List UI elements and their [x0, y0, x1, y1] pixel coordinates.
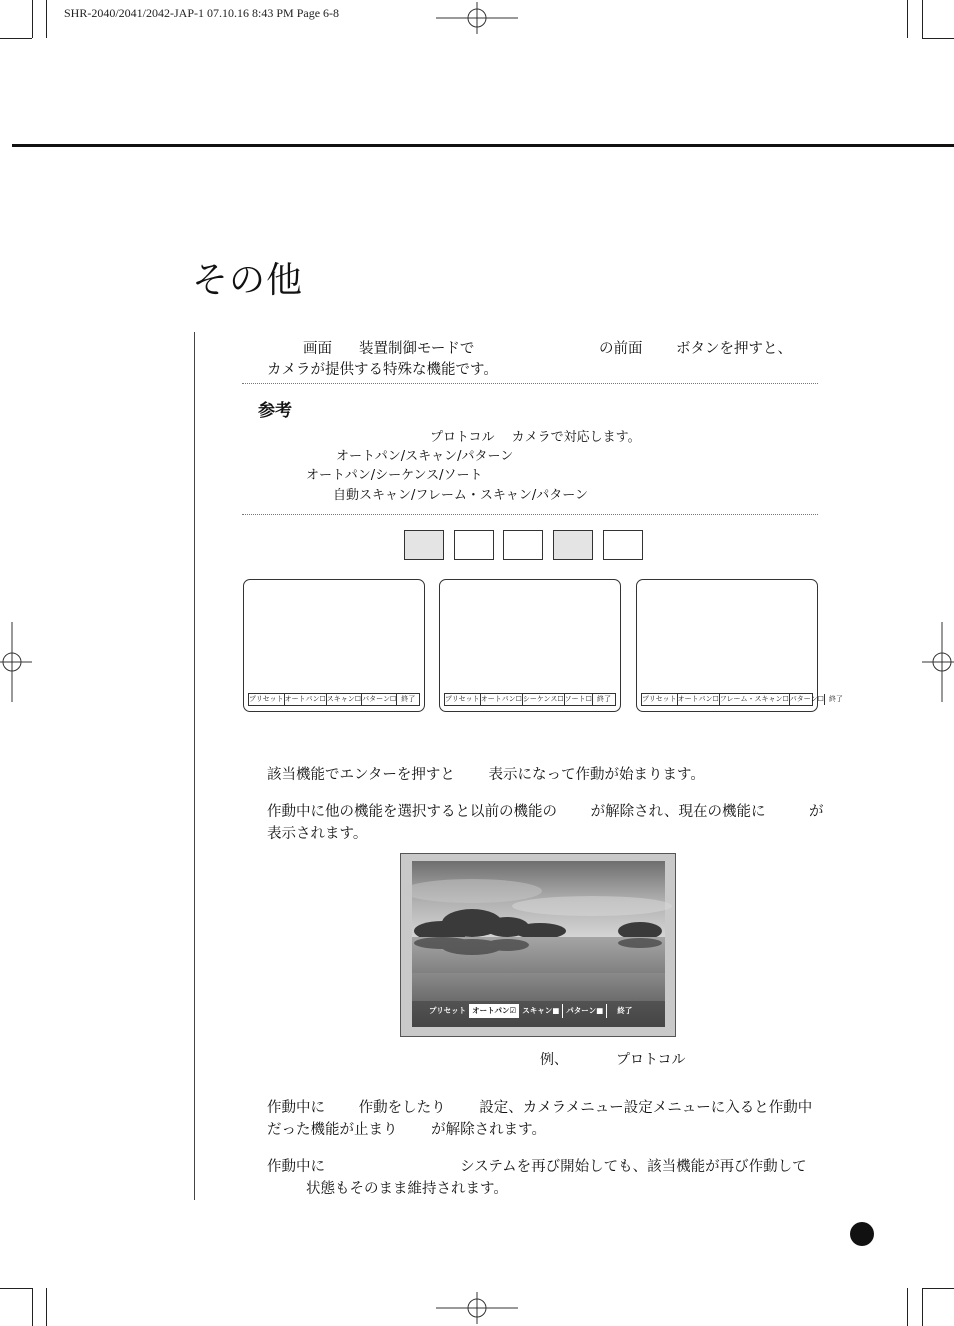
- menu-item: プリセット: [249, 695, 284, 703]
- body-text: 該当機能でエンターを押すと 表示になって作動が始まります。: [267, 767, 705, 783]
- menu-item: パターン☐: [362, 695, 397, 703]
- menu-item: プリセット: [445, 695, 480, 703]
- note-title: 参考: [258, 401, 292, 421]
- osd-menu: [444, 693, 616, 706]
- crop-mark: [0, 1288, 32, 1289]
- crop-mark: [32, 1288, 33, 1326]
- intro-text: 画面: [303, 341, 332, 357]
- panel-button: [404, 530, 444, 560]
- crop-mark: [922, 38, 954, 39]
- crop-mark: [0, 38, 32, 39]
- body-text: だった機能が止まり が解除されます。: [267, 1122, 546, 1138]
- crop-mark: [46, 0, 47, 38]
- note-line: プロトコル カメラで対応します。: [430, 430, 641, 445]
- menu-item: スキャン■: [522, 1006, 560, 1015]
- panel-button: [454, 530, 494, 560]
- menu-item: パターン■: [562, 1004, 606, 1018]
- panel-button: [553, 530, 593, 560]
- screen-diagram: [439, 579, 621, 712]
- divider: [242, 383, 818, 384]
- note-line: オートパン/スキャン/パターン: [336, 449, 514, 464]
- crop-mark: [922, 1288, 923, 1326]
- menu-item: オートパン☐: [480, 695, 522, 703]
- menu-item: オートパン☐: [284, 695, 326, 703]
- screen-diagram: [636, 579, 843, 712]
- menu-item: 終了: [401, 695, 416, 703]
- body-text: 表示されます。: [267, 826, 368, 842]
- note-line: 自動スキャン/フレーム・スキャン/パターン: [333, 488, 588, 503]
- crop-mark: [32, 0, 33, 38]
- crop-mark: [922, 0, 923, 38]
- panel-button: [503, 530, 543, 560]
- note-line: オートパン/シーケンス/ソート: [306, 468, 483, 483]
- crop-mark: [922, 1288, 954, 1289]
- landscape-photo: [412, 861, 665, 1027]
- registration-mark-left: [0, 622, 32, 702]
- intro-text: 装置制御モードで: [359, 341, 475, 357]
- body-text: 作動中に 作動をしたり 設定、カメラメニュー設定メニューに入ると作動中: [267, 1100, 813, 1116]
- divider: [242, 514, 818, 515]
- menu-item: パターン☐: [789, 695, 824, 703]
- intro-text: ボタンを押すと、: [676, 341, 792, 357]
- menu-item: フレーム・スキャン☐: [719, 695, 789, 703]
- menu-item: 終了: [828, 695, 843, 703]
- intro-text: の前面: [599, 341, 643, 357]
- registration-mark-bottom: [436, 1292, 518, 1324]
- screen-diagram: [243, 579, 425, 712]
- menu-item: プリセット: [642, 695, 677, 703]
- osd-menu: [426, 1004, 652, 1018]
- intro-text: カメラが提供する特殊な機能です。: [267, 362, 498, 378]
- menu-item: スキャン☐: [326, 695, 362, 703]
- crop-mark: [907, 1288, 908, 1326]
- osd-menu: [248, 693, 420, 706]
- menu-item: シーケンス☐: [522, 695, 564, 703]
- body-text: 作動中に システムを再び開始しても、該当機能が再び作動して: [267, 1159, 807, 1175]
- page-title: その他: [192, 260, 304, 301]
- menu-item: ソート☐: [564, 695, 592, 703]
- menu-item-selected: オートパン☑: [469, 1004, 519, 1018]
- body-text: 作動中に他の機能を選択すると以前の機能の が解除され、現在の機能に が: [267, 804, 824, 820]
- crop-mark: [46, 1288, 47, 1326]
- menu-item: プリセット: [429, 1006, 467, 1015]
- crop-mark: [907, 0, 908, 38]
- caption: プロトコル: [616, 1052, 686, 1068]
- print-info: SHR-2040/2041/2042-JAP-1 07.10.16 8:43 PM Page 6-8: [64, 6, 340, 20]
- section-rule: [194, 332, 195, 1200]
- registration-mark-right: [922, 622, 954, 702]
- example-screen: [400, 853, 676, 1037]
- header-rule: [12, 144, 954, 147]
- menu-item: 終了: [596, 695, 611, 703]
- menu-item: 終了: [606, 1004, 635, 1018]
- menu-item: オートパン☐: [677, 695, 719, 703]
- page-marker: [850, 1222, 874, 1246]
- panel-button: [603, 530, 643, 560]
- body-text: 状態もそのまま維持されます。: [306, 1181, 508, 1197]
- osd-menu: [641, 693, 843, 706]
- caption: 例、: [540, 1052, 568, 1068]
- registration-mark-top: [436, 2, 518, 34]
